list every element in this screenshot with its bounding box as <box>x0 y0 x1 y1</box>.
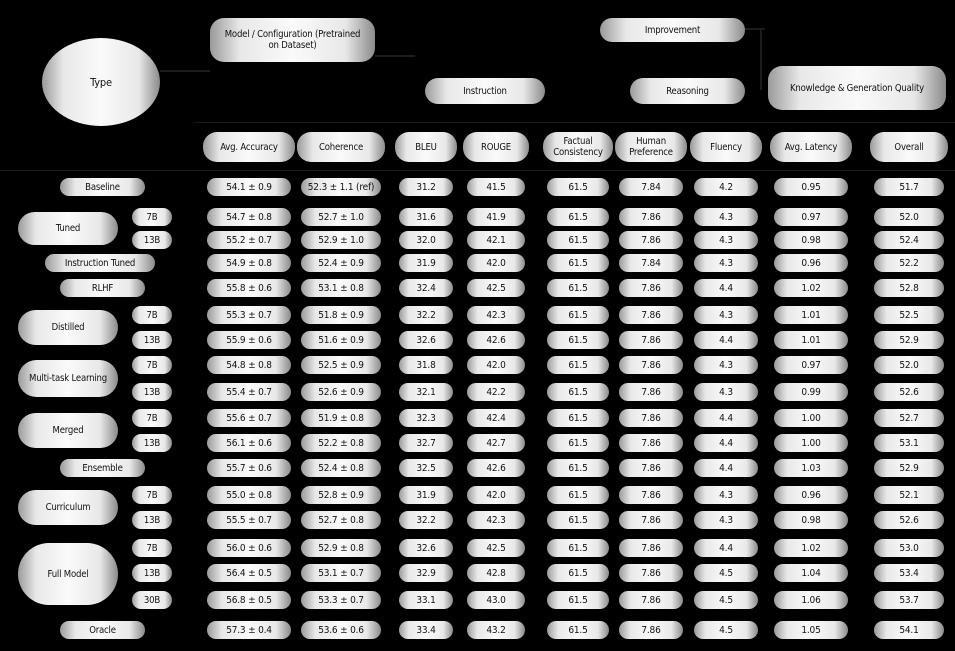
table-cell: 55.0 ± 0.8 <box>207 486 291 504</box>
table-cell: 1.02 <box>774 539 848 557</box>
table-cell: 7.86 <box>619 486 683 504</box>
row-group-label: RLHF <box>60 279 145 297</box>
table-cell: 53.6 ± 0.6 <box>301 621 381 639</box>
table-cell: 56.4 ± 0.5 <box>207 564 291 582</box>
table-cell: 53.1 <box>874 434 944 452</box>
table-cell: 42.6 <box>467 459 525 477</box>
group-header-1: Instruction <box>425 78 545 104</box>
table-cell: 7.86 <box>619 331 683 349</box>
row-group-label: Distilled <box>18 310 118 345</box>
table-cell: 7.86 <box>619 539 683 557</box>
table-cell: 52.5 ± 0.9 <box>301 356 381 374</box>
row-group-label: Oracle <box>60 621 145 639</box>
table-cell: 42.6 <box>467 331 525 349</box>
table-cell: 7.86 <box>619 306 683 324</box>
table-cell: 32.6 <box>399 539 453 557</box>
table-cell: 4.4 <box>694 331 758 349</box>
table-cell: 61.5 <box>547 231 609 249</box>
table-cell: 42.1 <box>467 231 525 249</box>
table-cell: 42.0 <box>467 356 525 374</box>
table-cell: 61.5 <box>547 356 609 374</box>
table-cell: 53.3 ± 0.7 <box>301 591 381 609</box>
table-cell: 32.3 <box>399 409 453 427</box>
table-cell: 32.6 <box>399 331 453 349</box>
table-cell: 52.6 <box>874 383 944 401</box>
table-cell: 42.3 <box>467 306 525 324</box>
table-cell: 52.7 ± 0.8 <box>301 511 381 529</box>
table-cell: 32.0 <box>399 231 453 249</box>
table-cell: 7.86 <box>619 383 683 401</box>
table-cell: 56.1 ± 0.6 <box>207 434 291 452</box>
rule <box>745 28 765 30</box>
table-cell: 4.4 <box>694 279 758 297</box>
table-cell: 4.2 <box>694 178 758 196</box>
table-cell: 4.5 <box>694 621 758 639</box>
table-cell: 52.9 ± 0.8 <box>301 539 381 557</box>
table-cell: 32.5 <box>399 459 453 477</box>
table-cell: 55.6 ± 0.7 <box>207 409 291 427</box>
row-group-label: Instruction Tuned <box>45 254 155 272</box>
table-cell: 52.6 ± 0.9 <box>301 383 381 401</box>
table-cell: 31.9 <box>399 254 453 272</box>
table-cell: 1.06 <box>774 591 848 609</box>
table-cell: 53.1 ± 0.8 <box>301 279 381 297</box>
row-sub-label: 7B <box>132 486 172 504</box>
table-cell: 7.86 <box>619 231 683 249</box>
table-cell: 57.3 ± 0.4 <box>207 621 291 639</box>
table-cell: 61.5 <box>547 486 609 504</box>
table-cell: 61.5 <box>547 331 609 349</box>
table-cell: 61.5 <box>547 306 609 324</box>
table-cell: 7.86 <box>619 591 683 609</box>
rule <box>760 30 762 90</box>
row-group-label: Full Model <box>18 543 118 605</box>
row-sub-label: 7B <box>132 306 172 324</box>
table-cell: 55.4 ± 0.7 <box>207 383 291 401</box>
column-header: BLEU <box>395 132 457 162</box>
table-cell: 61.5 <box>547 254 609 272</box>
table-cell: 1.04 <box>774 564 848 582</box>
row-sub-label: 7B <box>132 409 172 427</box>
rule <box>0 170 955 171</box>
table-cell: 52.9 <box>874 459 944 477</box>
row-group-label: Baseline <box>60 178 145 196</box>
table-cell: 41.9 <box>467 208 525 226</box>
top-header: Model / Configuration (Pretrained on Dataset) <box>210 18 375 62</box>
table-cell: 61.5 <box>547 564 609 582</box>
table-cell: 32.2 <box>399 306 453 324</box>
table-cell: 7.86 <box>619 459 683 477</box>
rule <box>195 122 955 123</box>
table-cell: 61.5 <box>547 459 609 477</box>
row-sub-label: 13B <box>132 564 172 582</box>
table-cell: 33.1 <box>399 591 453 609</box>
table-cell: 31.2 <box>399 178 453 196</box>
table-cell: 32.4 <box>399 279 453 297</box>
table-cell: 4.4 <box>694 434 758 452</box>
table-cell: 52.4 <box>874 231 944 249</box>
group-header-2: Reasoning <box>630 78 745 104</box>
table-cell: 61.5 <box>547 178 609 196</box>
table-cell: 4.3 <box>694 356 758 374</box>
table-cell: 42.2 <box>467 383 525 401</box>
table-cell: 52.3 ± 1.1 (ref) <box>301 178 381 196</box>
row-sub-label: 7B <box>132 356 172 374</box>
row-sub-label: 30B <box>132 591 172 609</box>
table-cell: 54.1 ± 0.9 <box>207 178 291 196</box>
table-cell: 7.84 <box>619 178 683 196</box>
table-cell: 56.8 ± 0.5 <box>207 591 291 609</box>
table-cell: 42.5 <box>467 539 525 557</box>
table-cell: 1.01 <box>774 306 848 324</box>
table-cell: 1.00 <box>774 434 848 452</box>
row-group-label: Curriculum <box>18 490 118 525</box>
table-cell: 54.1 <box>874 621 944 639</box>
table-cell: 42.8 <box>467 564 525 582</box>
table-cell: 1.01 <box>774 331 848 349</box>
table-cell: 56.0 ± 0.6 <box>207 539 291 557</box>
table-cell: 31.6 <box>399 208 453 226</box>
table-cell: 32.2 <box>399 511 453 529</box>
row-sub-label: 13B <box>132 511 172 529</box>
table-cell: 52.2 <box>874 254 944 272</box>
table-cell: 55.2 ± 0.7 <box>207 231 291 249</box>
table-cell: 4.4 <box>694 409 758 427</box>
table-cell: 51.8 ± 0.9 <box>301 306 381 324</box>
table-cell: 61.5 <box>547 409 609 427</box>
row-group-label: Ensemble <box>60 459 145 477</box>
table-cell: 54.9 ± 0.8 <box>207 254 291 272</box>
table-cell: 4.3 <box>694 486 758 504</box>
table-cell: 52.2 ± 0.8 <box>301 434 381 452</box>
column-header: Factual Consistency <box>543 132 613 162</box>
table-cell: 61.5 <box>547 208 609 226</box>
table-cell: 4.4 <box>694 459 758 477</box>
table-cell: 52.7 ± 1.0 <box>301 208 381 226</box>
table-cell: 0.96 <box>774 254 848 272</box>
table-cell: 4.3 <box>694 306 758 324</box>
table-cell: 52.0 <box>874 208 944 226</box>
table-cell: 7.86 <box>619 621 683 639</box>
table-cell: 42.3 <box>467 511 525 529</box>
row-sub-label: 13B <box>132 231 172 249</box>
table-cell: 52.9 ± 1.0 <box>301 231 381 249</box>
table-cell: 43.0 <box>467 591 525 609</box>
table-cell: 51.6 ± 0.9 <box>301 331 381 349</box>
table-cell: 52.5 <box>874 306 944 324</box>
table-cell: 4.3 <box>694 231 758 249</box>
table-cell: 4.5 <box>694 564 758 582</box>
table-cell: 55.5 ± 0.7 <box>207 511 291 529</box>
table-cell: 4.3 <box>694 383 758 401</box>
table-cell: 54.8 ± 0.8 <box>207 356 291 374</box>
table-cell: 7.86 <box>619 434 683 452</box>
row-sub-label: 13B <box>132 383 172 401</box>
table-cell: 7.86 <box>619 564 683 582</box>
table-cell: 51.7 <box>874 178 944 196</box>
table-cell: 42.7 <box>467 434 525 452</box>
table-cell: 4.3 <box>694 511 758 529</box>
table-cell: 53.0 <box>874 539 944 557</box>
row-group-label: Multi-task Learning <box>18 360 118 397</box>
table-cell: 52.1 <box>874 486 944 504</box>
column-header: Avg. Latency <box>770 132 852 162</box>
table-cell: 31.9 <box>399 486 453 504</box>
table-cell: 4.4 <box>694 539 758 557</box>
table-cell: 52.8 ± 0.9 <box>301 486 381 504</box>
table-cell: 4.5 <box>694 591 758 609</box>
table-cell: 54.7 ± 0.8 <box>207 208 291 226</box>
table-cell: 52.8 <box>874 279 944 297</box>
column-header: ROUGE <box>463 132 529 162</box>
table-cell: 61.5 <box>547 383 609 401</box>
column-header: Overall <box>870 132 948 162</box>
table-cell: 42.0 <box>467 486 525 504</box>
table-cell: 4.3 <box>694 254 758 272</box>
table-cell: 7.86 <box>619 511 683 529</box>
row-sub-label: 7B <box>132 539 172 557</box>
row-group-label: Tuned <box>18 212 118 245</box>
table-cell: 0.97 <box>774 208 848 226</box>
table-cell: 52.0 <box>874 356 944 374</box>
table-cell: 42.0 <box>467 254 525 272</box>
table-cell: 61.5 <box>547 539 609 557</box>
table-cell: 1.03 <box>774 459 848 477</box>
table-cell: 61.5 <box>547 591 609 609</box>
table-cell: 53.7 <box>874 591 944 609</box>
rule <box>375 55 415 57</box>
table-cell: 7.86 <box>619 409 683 427</box>
table-cell: 0.99 <box>774 383 848 401</box>
table-cell: 0.95 <box>774 178 848 196</box>
banner-header: Improvement <box>600 18 745 42</box>
table-cell: 4.3 <box>694 208 758 226</box>
table-cell: 52.4 ± 0.8 <box>301 459 381 477</box>
group-header-3: Knowledge & Generation Quality <box>768 66 946 110</box>
row-sub-label: 7B <box>132 208 172 226</box>
table-cell: 7.86 <box>619 279 683 297</box>
table-cell: 0.97 <box>774 356 848 374</box>
table-cell: 33.4 <box>399 621 453 639</box>
table-cell: 61.5 <box>547 511 609 529</box>
column-header: Fluency <box>690 132 762 162</box>
table-cell: 7.86 <box>619 208 683 226</box>
table-cell: 32.9 <box>399 564 453 582</box>
row-sub-label: 13B <box>132 331 172 349</box>
column-header: Human Preference <box>615 132 687 162</box>
column-header: Coherence <box>297 132 385 162</box>
table-cell: 1.05 <box>774 621 848 639</box>
row-group-label: Merged <box>18 413 118 448</box>
table-cell: 0.96 <box>774 486 848 504</box>
table-cell: 61.5 <box>547 621 609 639</box>
table-cell: 52.6 <box>874 511 944 529</box>
table-cell: 32.1 <box>399 383 453 401</box>
table-cell: 55.3 ± 0.7 <box>207 306 291 324</box>
table-cell: 55.7 ± 0.6 <box>207 459 291 477</box>
row-sub-label: 13B <box>132 434 172 452</box>
table-cell: 52.9 <box>874 331 944 349</box>
table-cell: 55.8 ± 0.6 <box>207 279 291 297</box>
table-cell: 32.7 <box>399 434 453 452</box>
table-cell: 52.7 <box>874 409 944 427</box>
table-cell: 1.02 <box>774 279 848 297</box>
table-cell: 55.9 ± 0.6 <box>207 331 291 349</box>
table-cell: 42.5 <box>467 279 525 297</box>
table-cell: 52.4 ± 0.9 <box>301 254 381 272</box>
table-cell: 0.98 <box>774 511 848 529</box>
corner-header-type: Type <box>42 38 160 126</box>
table-cell: 7.84 <box>619 254 683 272</box>
table-cell: 53.1 ± 0.7 <box>301 564 381 582</box>
column-header: Avg. Accuracy <box>203 132 295 162</box>
table-cell: 43.2 <box>467 621 525 639</box>
table-cell: 53.4 <box>874 564 944 582</box>
table-cell: 51.9 ± 0.8 <box>301 409 381 427</box>
table-cell: 7.86 <box>619 356 683 374</box>
rule <box>160 70 210 72</box>
table-cell: 0.98 <box>774 231 848 249</box>
table-cell: 41.5 <box>467 178 525 196</box>
table-cell: 1.00 <box>774 409 848 427</box>
table-cell: 42.4 <box>467 409 525 427</box>
table-cell: 61.5 <box>547 279 609 297</box>
table-cell: 31.8 <box>399 356 453 374</box>
table-cell: 61.5 <box>547 434 609 452</box>
